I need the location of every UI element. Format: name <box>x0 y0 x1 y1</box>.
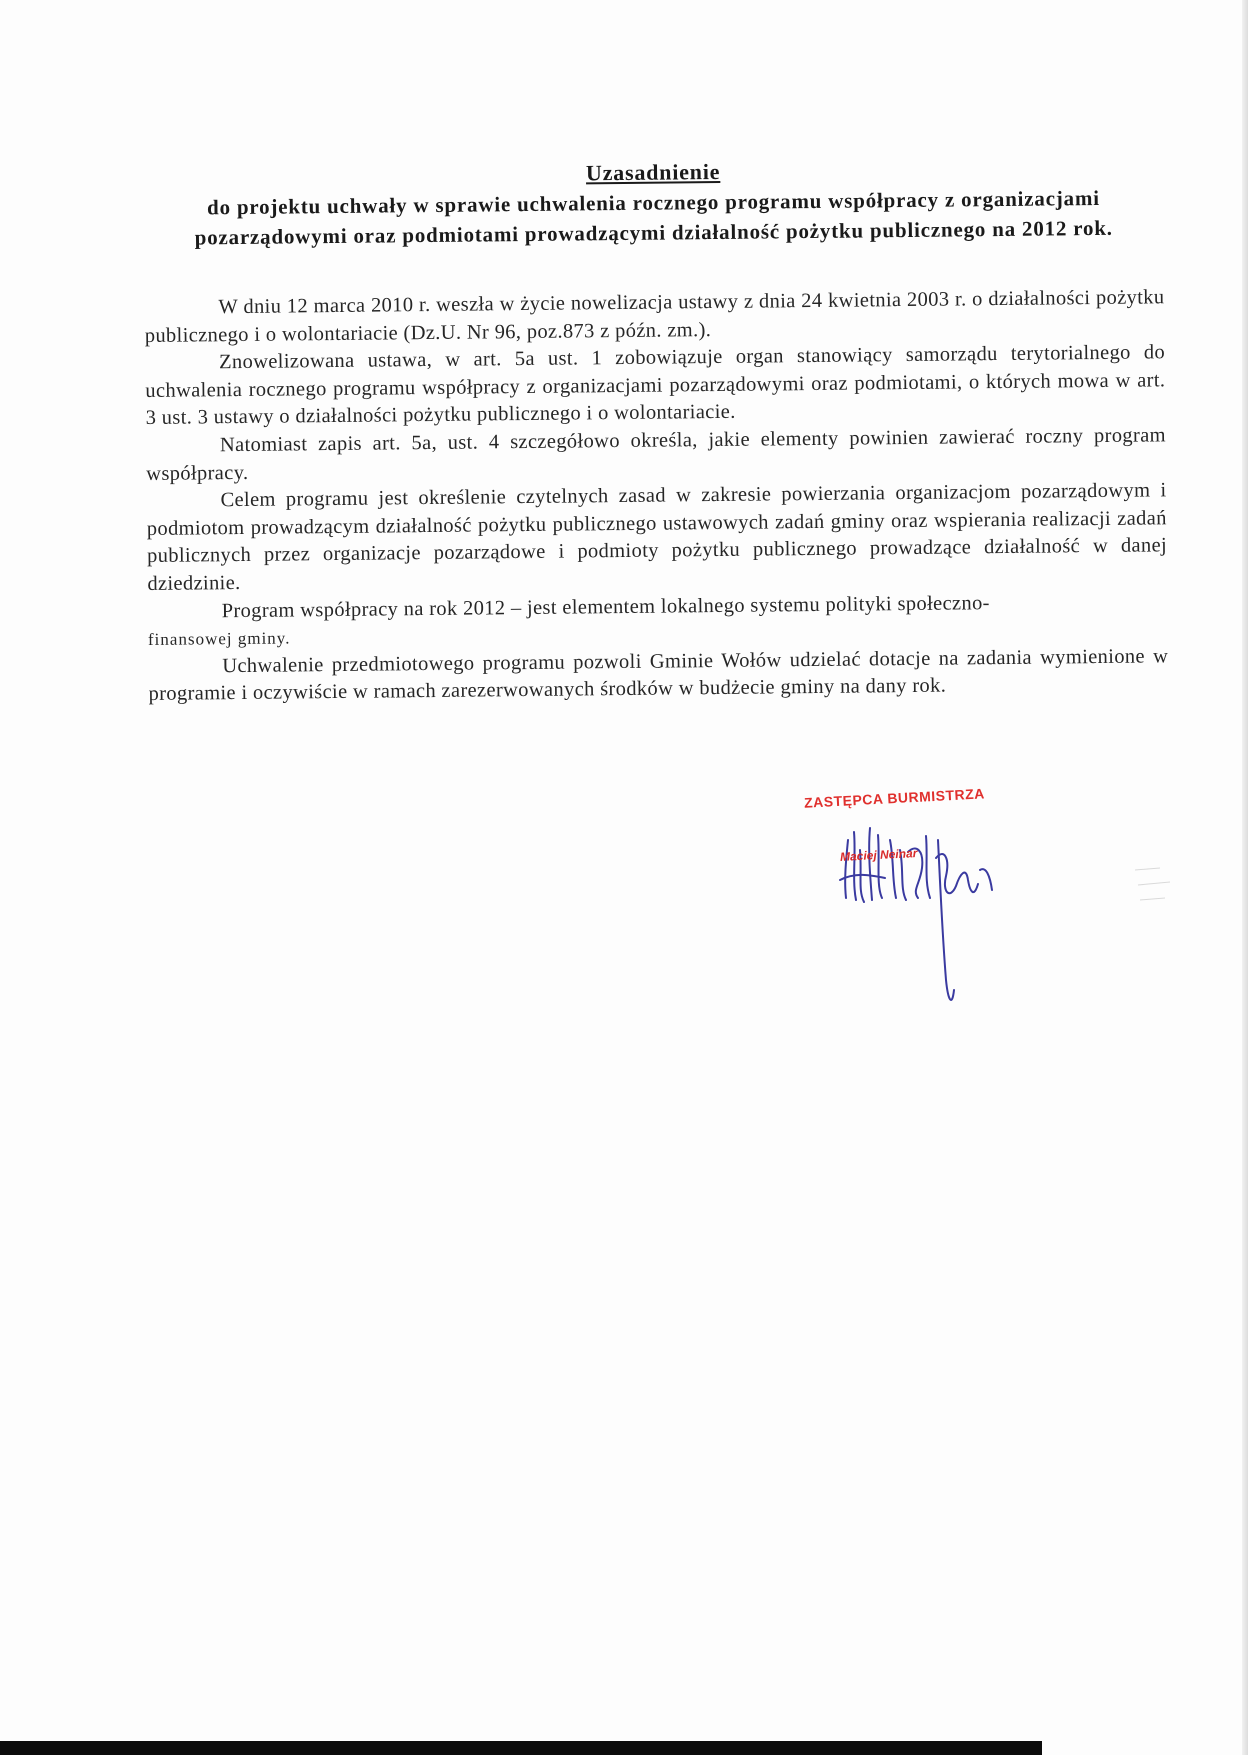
paragraph-4: Celem programu jest określenie czytelnych zasad w zakresie powierzania organizacjom pozarządowym i podmiotom prowadzącym działalność pożytku publicznego ustawowych zadań gminy oraz wspierania realizacji zadań publicznych przez organizacje pozarządowe i podmioty pożytku publicznego prowadzące działalność w danej dziedzinie. <box>146 479 1168 595</box>
document-content <box>143 154 1169 709</box>
document-title: Uzasadnienie <box>585 158 721 186</box>
paragraph-5-text: Program współpracy na rok 2012 – jest elementem lokalnego systemu polityki społeczno- <box>221 591 990 622</box>
handwritten-signature-icon <box>800 780 1040 1010</box>
paragraph-1: W dniu 12 marca 2010 r. weszła w życie nowelizacja ustawy z dnia 24 kwietnia 2003 r. o działalności pożytku publicznego i o wolontariacie (Dz.U. Nr 96, poz.873 z późn. zm.). <box>144 286 1165 347</box>
document-subtitle-line-2: pozarządowymi oraz podmiotami prowadzącymi działalność pożytku publicznego na 2012 rok. <box>194 215 1113 250</box>
stamp-name: Maciej Neinar <box>839 845 918 865</box>
paragraph-5-tail: finansowej gminy. <box>147 628 291 650</box>
official-stamp <box>800 780 1040 1010</box>
paragraph-3: Natomiast zapis art. 5a, ust. 4 szczegółowo określa, jakie elementy powinien zawierać roczny program współpracy. <box>146 424 1167 485</box>
stamp-title: ZASTĘPCA BURMISTRZA <box>803 785 986 811</box>
scan-edge <box>1242 0 1248 1755</box>
scan-bottom-border <box>0 1741 1042 1755</box>
document-subtitle-line-1: do projektu uchwały w sprawie uchwalenia rocznego programu współpracy z organizacjami <box>206 185 1100 220</box>
document-heading <box>143 154 1164 253</box>
paragraph-2: Znowelizowana ustawa, w art. 5a ust. 1 zobowiązuje organ stanowiący samorządu terytorialnego do uchwalenia rocznego programu współpracy z organizacjami pozarządowymi oraz podmiotami, o których mowa w art. 3 ust. 3 ustawy o działalności pożytku publicznego i o wolontariacie. <box>145 341 1166 430</box>
document-body <box>144 284 1168 709</box>
scan-artifact-icon <box>1130 860 1180 910</box>
paragraph-6: Uchwalenie przedmiotowego programu pozwoli Gminie Wołów udzielać dotacje na zadania wymienione w programie i oczywiście w ramach zarezerwowanych środków w budżecie gminy na dany rok. <box>148 645 1169 706</box>
